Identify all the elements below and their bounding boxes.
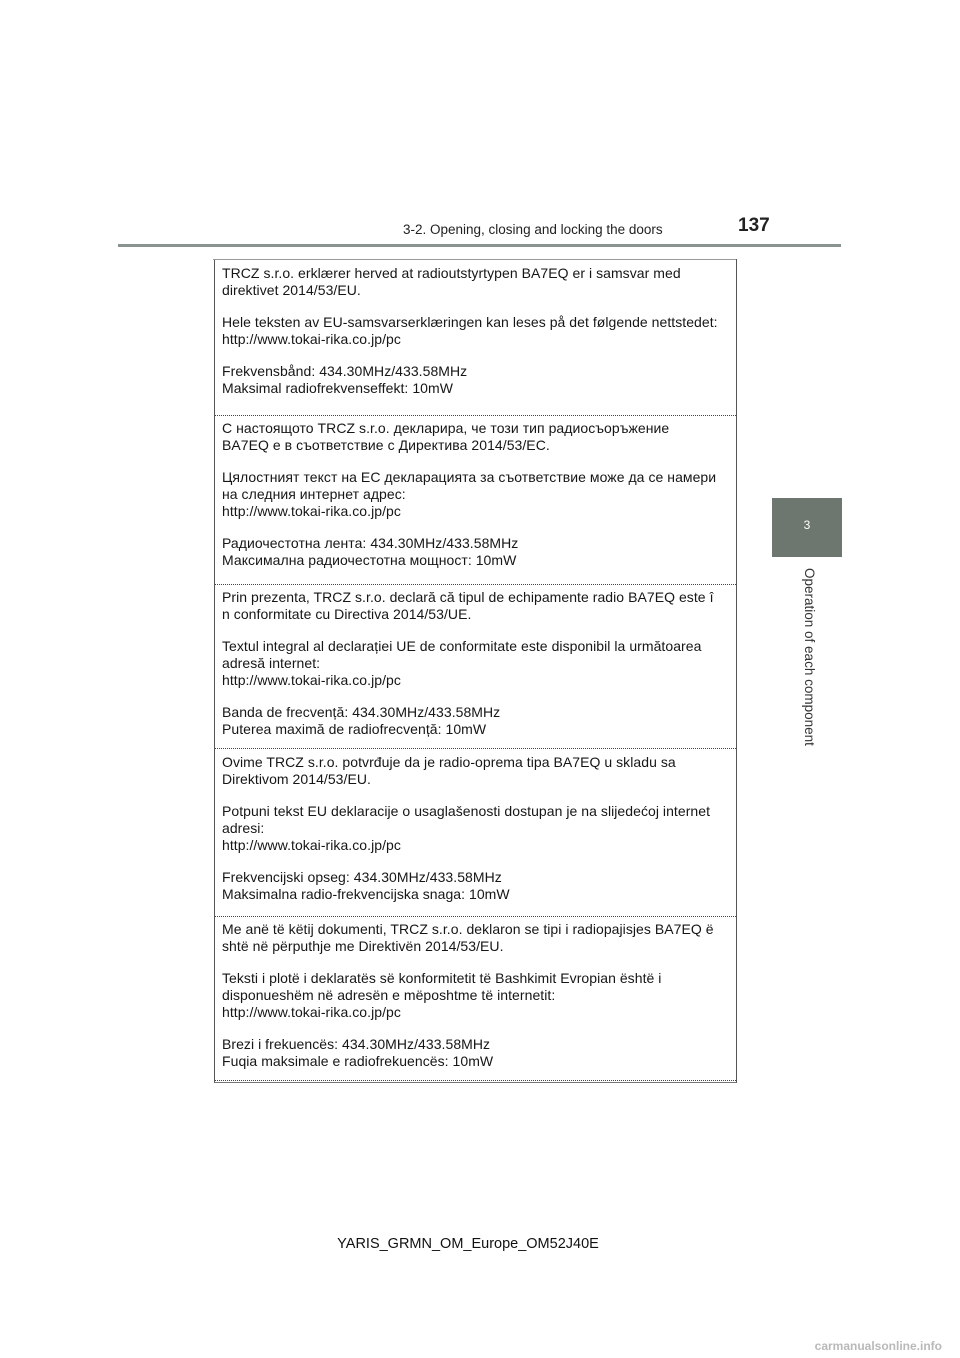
declaration-frequency: Радиочестотна лента: 434.30MHz/433.58MHz Максимална радиочестотна мощност: 10mW xyxy=(222,535,519,568)
scan-top-edge xyxy=(213,259,736,260)
declaration-fulltext: Teksti i plotë i deklaratës së konformitetit të Bashkimit Evropian është i disponueshëm në adresën e mëposhtme të internetit: http://www.tokai-rika.co.jp/pc xyxy=(222,970,662,1020)
declaration-block-norwegian xyxy=(215,265,736,416)
declaration-statement: С настоящото TRCZ s.r.o. декларира, че този тип радиосъоръжение BA7EQ е в съответствие с Директива 2014/53/ЕС. xyxy=(222,420,670,453)
header-section-title: 3-2. Opening, closing and locking the doors xyxy=(403,222,663,237)
footer-code-text: YARIS_GRMN_OM_Europe_OM52J40E xyxy=(337,1236,599,1252)
declaration-statement: Ovime TRCZ s.r.o. potvrđuje da je radio-oprema tipa BA7EQ u skladu sa Direktivom 2014/53/EU. xyxy=(222,754,676,787)
chapter-tab xyxy=(772,498,842,557)
declaration-scan xyxy=(214,259,737,1083)
chapter-tab-number: 3 xyxy=(803,518,811,532)
declaration-fulltext: Цялостният текст на ЕС декларацията за съответствие може да се намери на следния интернет адрес: http://www.tokai-rika.co.jp/pc xyxy=(222,469,717,519)
declaration-frequency: Frekvencijski opseg: 434.30MHz/433.58MHz Maksimalna radio-frekvencijska snaga: 10mW xyxy=(222,869,510,902)
declaration-fulltext: Hele teksten av EU-samsvarserklæringen kan leses på det følgende nettstedet: http://www.tokai-rika.co.jp/pc xyxy=(222,314,718,347)
declaration-block-albanian xyxy=(215,921,736,1081)
footer-document-code xyxy=(0,1236,960,1252)
declaration-statement: Me anë të këtij dokumenti, TRCZ s.r.o. deklaron se tipi i radiopajisjes BA7EQ ë shtë në përputhje me Direktivën 2014/53/EU. xyxy=(222,921,714,954)
declaration-frequency: Frekvensbånd: 434.30MHz/433.58MHz Maksimal radiofrekvenseffekt: 10mW xyxy=(222,363,468,396)
page-number: 137 xyxy=(738,215,770,236)
declaration-frequency: Brezi i frekuencës: 434.30MHz/433.58MHz Fuqia maksimale e radiofrekuencës: 10mW xyxy=(222,1036,494,1069)
header-rule xyxy=(118,244,841,247)
declaration-statement: Prin prezenta, TRCZ s.r.o. declară că tipul de echipamente radio BA7EQ este î n conformitate cu Directiva 2014/53/UE. xyxy=(222,589,714,622)
declaration-block-romanian xyxy=(215,589,736,749)
declaration-frequency: Banda de frecvență: 434.30MHz/433.58MHz Puterea maximă de radiofrecvență: 10mW xyxy=(222,704,501,737)
declaration-block-bulgarian xyxy=(215,420,736,585)
site-watermark: carmanualsonline.info xyxy=(814,1339,942,1353)
declaration-fulltext: Textul integral al declarației UE de conformitate este disponibil la următoarea adresă internet: http://www.tokai-rika.co.jp/pc xyxy=(222,638,702,688)
chapter-title-text: Operation of each component xyxy=(802,568,817,746)
declaration-statement: TRCZ s.r.o. erklærer herved at radioutstyrtypen BA7EQ er i samsvar med direktivet 2014/53/EU. xyxy=(222,265,681,298)
chapter-title-vertical xyxy=(797,568,819,763)
declaration-fulltext: Potpuni tekst EU deklaracije o usaglašenosti dostupan je na slijedećoj internet adresi: http://www.tokai-rika.co.jp/pc xyxy=(222,803,711,853)
declaration-block-montenegrin xyxy=(215,754,736,917)
